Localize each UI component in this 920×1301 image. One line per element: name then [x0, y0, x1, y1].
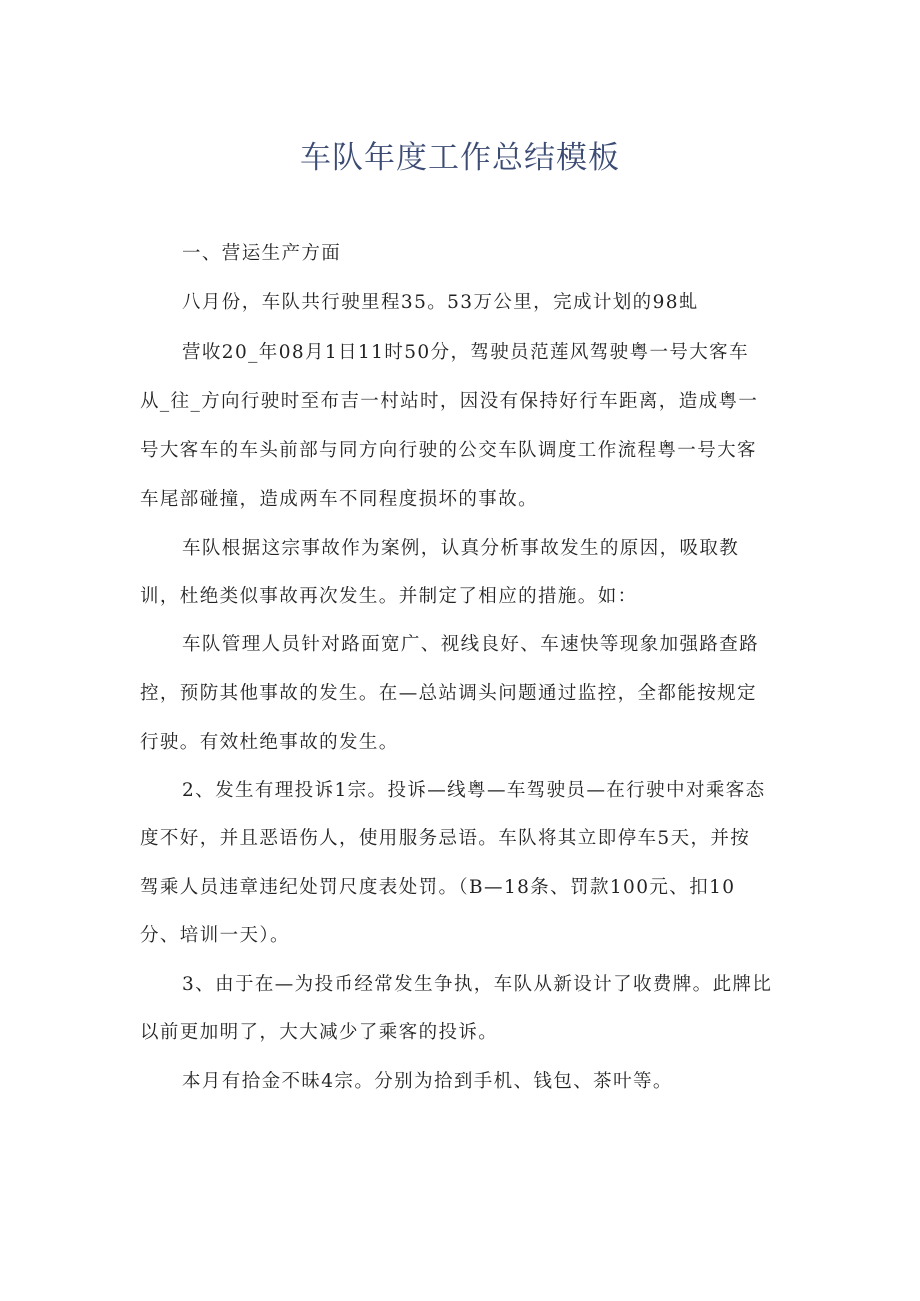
paragraph-line: 车尾部碰撞，造成两车不同程度损坏的事故。: [140, 489, 539, 510]
paragraph-line: 2、发生有理投诉1宗。投诉—线粤—车驾驶员—在行驶中对乘客态: [182, 780, 766, 801]
paragraph-line: 分、培训一天）。: [140, 925, 290, 946]
paragraph-line: 度不好，并且恶语伤人，使用服务忌语。车队将其立即停车5天，并按: [140, 828, 751, 849]
paragraph-line: 以前更加明了，大大减少了乘客的投诉。: [140, 1022, 499, 1043]
paragraph-line: 车队根据这宗事故作为案例，认真分析事故发生的原因，吸取教: [182, 538, 740, 559]
paragraph-line: 3、由于在—为投币经常发生争执，车队从新设计了收费牌。此牌比: [182, 974, 773, 995]
paragraph-line: 号大客车的车头前部与同方向行驶的公交车队调度工作流程粤一号大客: [140, 440, 757, 461]
document-title: 车队年度工作总结模板: [300, 140, 620, 176]
paragraph-line: 行驶。有效杜绝事故的发生。: [140, 732, 399, 753]
section-heading: 一、营运生产方面: [182, 243, 342, 264]
paragraph-line: 本月有拾金不昧4宗。分别为拾到手机、钱包、茶叶等。: [182, 1071, 673, 1092]
paragraph-line: 从_往_方向行驶时至布吉一村站时，因没有保持好行车距离，造成粤一: [140, 391, 759, 412]
paragraph-line: 控，预防其他事故的发生。在—总站调头问题通过监控，全都能按规定: [140, 683, 757, 704]
paragraph-line: 训，杜绝类似事故再次发生。并制定了相应的措施。如：: [140, 586, 638, 607]
paragraph-line: 营收20_年08月1日11时50分，驾驶员范莲风驾驶粤一号大客车: [182, 342, 749, 363]
paragraph-line: 驾乘人员违章违纪处罚尺度表处罚。（B—18条、罚款100元、扣10: [140, 877, 736, 898]
paragraph-line: 八月份，车队共行驶里程35。53万公里，完成计划的98虬: [182, 292, 699, 313]
paragraph-line: 车队管理人员针对路面宽广、视线良好、车速快等现象加强路查路: [182, 634, 760, 655]
